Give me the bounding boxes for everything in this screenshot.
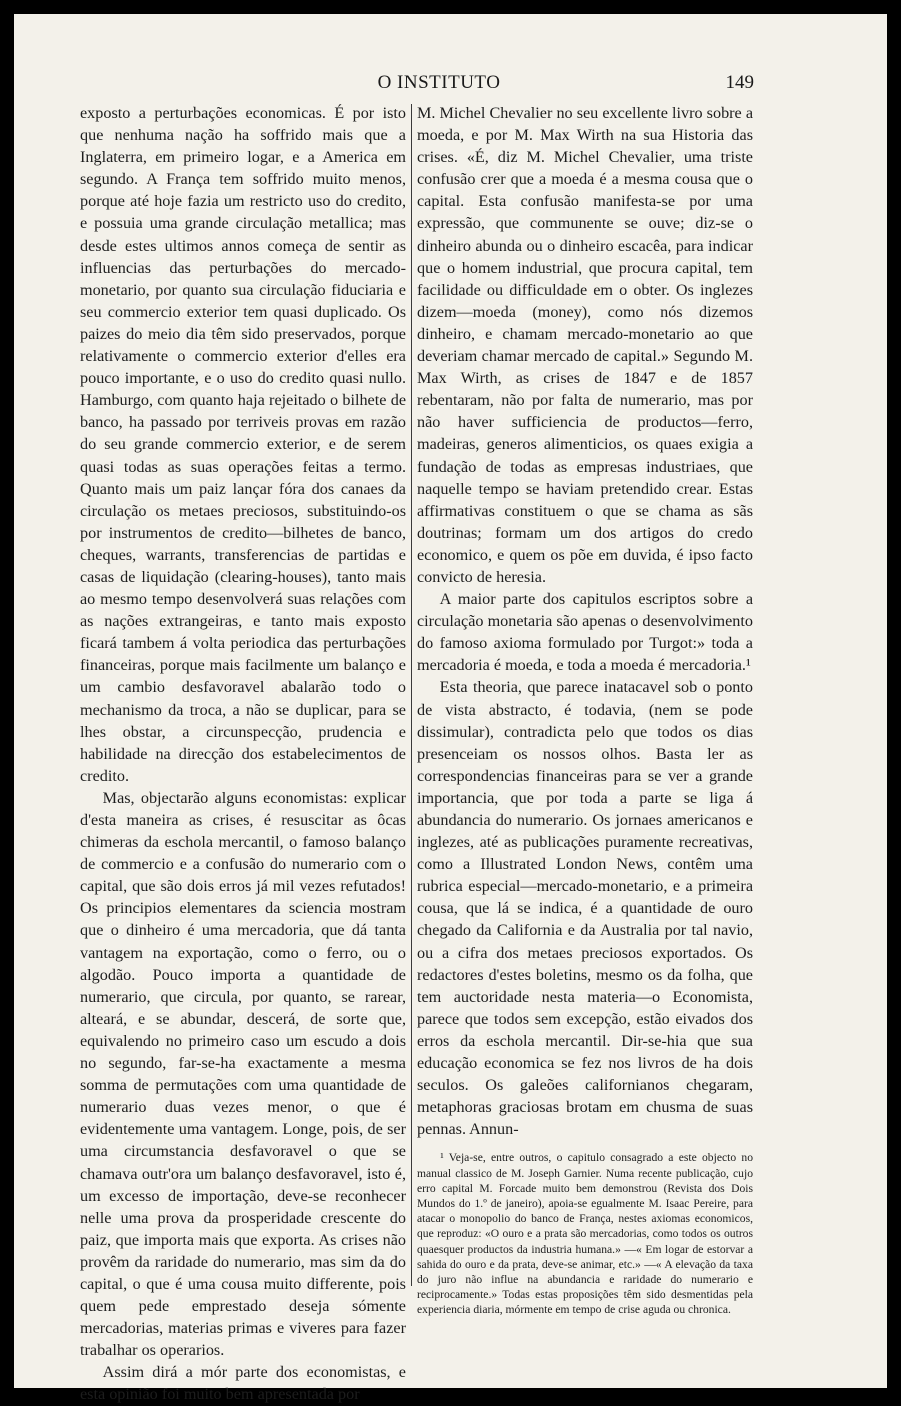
right-column: [417, 102, 753, 1318]
paragraph: Assim dirá a mór parte dos economistas, e esta opinião foi muito bem apresentada por: [80, 1363, 406, 1404]
paragraph: Esta theoria, que parece inatacavel sob o ponto de vista abstracto, é todavia, (nem se pode dissimular), contradicta pelo que todos os dias presenceiam os nossos olhos. Basta ler as correspondencias financeiras para se ver a grande importancia, que por toda a parte se liga á abundancia do numerario. Os jornaes americanos e inglezes, até as publicações puramente recreativas, como a Illustrated London News, contêm uma rubrica especial—mercado-monetario, e a primeira cousa, que lá se indica, é a quantidade de ouro chegado da California e da Australia por tal navio, ou a cifra dos metaes preciosos exportados. Os redactores d'estes boletins, mesmo os da folha, que tem auctoridade nesta materia—o Economista, parece que todos sem excepção, estão eivados dos erros da escholа mercantil. Dir-se-hia que sua educação economica se fez nos livros de ha dois seculos. Os galeões californianos chegaram, metaphoras graciosas brotam em chusma de suas pennas. Annun-: [417, 678, 753, 1139]
left-column: [80, 102, 406, 1406]
paragraph: exposto a perturbações economicas. É por isto que nenhuma nação ha soffrido mais que a Inglaterra, em primeiro logar, e a America em segundo. A França tem soffrido muito menos, porque até hoje fazia um restricto uso do credito, e possuia uma grande circulação metallica; mas desde estes ultimos annos começa de sentir as influencias das perturbações do mercado-monetario, por quanto sua circulação fiduciaria e seu commercio exterior tem quasi duplicado. Os paizes do meio dia têm sido preservados, porque relativamente o commercio exterior d'elles era pouco importante, e o uso do credito quasi nullo. Hamburgo, com quanto haja rejeitado o bilhete de banco, ha passado por terriveis provas em razão do seu grande commercio exterior, e de serem quasi todas as suas operações feitas a termo. Quanto mais um paiz lançar fóra dos canaes da circulação os metaes preciosos, substituindo-os por instrumentos de credito—bilhetes de banco, cheques, warrants, transferencias de partidas e casas de liquidação (clearing-houses), tanto mais ao mesmo tempo desenvolverá suas relações com as nações extrangeiras, e tanto mais exposto ficará tambem á volta periodica das perturbações financeiras, porque mais facilmente um balanço e um cambio desfavoravel abalarão todo o mechanismo da troca, a não se duplicar, para se lhes obstar, a circunspecção, prudencia e habilidade na direcção dos estabelecimentos de credito.: [80, 104, 406, 785]
journal-title: O INSTITUTO: [377, 72, 501, 93]
running-head: [14, 72, 887, 102]
paragraph: M. Michel Chevalier no seu excellente livro sobre a moeda, e por M. Max Wirth na sua Historia das crises. «É, diz M. Michel Chevalier, uma triste confusão crer que a moeda é a mesma cousa que o capital. Esta confusão manifesta-se por uma expressão, que communente se ouve; diz-se o dinheiro abunda ou o dinheiro escacêa, para indicar que o homem industrial, que procura capital, tem facilidade ou difficuldade em o obter. Os inglezes dizem—moeda (money), como nós dizemos dinheiro, e chamam mercado-monetario ao que deveriam chamar mercado de capital.» Segundo M. Max Wirth, as crises de 1847 e de 1857 rebentaram, não por falta de numerario, mas por não haver sufficiencia de productos—ferro, madeiras, generos alimenticios, os quaes exigia a fundação de todas as empresas industriaes, que naquelle tempo se haviam pretendido crear. Estas affirmativas constituem o que se chama as sãs doutrinas; formam um dos artigos do credo economico, e quem os põe em duvida, é ipso facto convicto de heresia.: [417, 104, 753, 586]
journal-page: [14, 14, 887, 1404]
paragraph: A maior parte dos capitulos escriptos sobre a circulação monetaria são apenas o desenvolvimento do famoso axioma formulado por Turgot:» toda a mercadoria é moeda, e toda a moeda é mercadoria.¹: [417, 590, 753, 675]
footnote: ¹ Veja-se, entre outros, o capitulo consagrado a este objecto no manual classico de M. Joseph Garnier. Numa recente publicação, cujo erro capital M. Forcade muito bem demonstrou (Revista dos Dois Mundos do 1.º de janeiro), apoia-se egualmente M. Isaac Pereire, para atacar o monopolio do banco de França, nestes axiomas economicos, que reproduz: «O ouro e a prata são mercadorias, como todos os outros quaesquer productos da industria humana.» —« Em logar de estorvar a sahida do ouro e da prata, deve-se animar, etc.» —« A elevação da taxa do juro não influe na abundancia e raridade do numerario e reciprocamente.» Todas estas proposições têm sido desmentidas pela experiencia diaria, mórmente em tempo de crise aguda ou chronica.: [417, 1151, 753, 1317]
page-number: 149: [725, 72, 754, 93]
column-divider: [411, 104, 412, 1286]
paragraph: Mas, objectarão alguns economistas: explicar d'esta maneira as crises, é resuscitar as ôcas chimeras da escholа mercantil, o famoso balanço de commercio e a confusão do numerario com o capital, que são dois erros já mil vezes refutados! Os principios elementares da sciencia mostram que o dinheiro é uma mercadoria, que dá tanta vantagem na exportação, como o ferro, ou o algodão. Pouco importa a quantidade de numerario, que circula, por quanto, se rarear, alteará, e se abundar, descerá, de sorte que, equivalendo no primeiro caso um escudo a dois no segundo, far-se-ha exactamente a mesma somma de permutações com uma quantidade de numerario duas vezes menor, o que é evidentemente uma vantagem. Longe, pois, de ser uma circumstancia desfavoravel o que se chamava outr'ora um balanço desfavoravel, isto é, um excesso de importação, deve-se reconhecer nelle uma prova da prosperidade crescente do paiz, que importa mais que exporta. As crises não provêm da raridade do numerario, mas sim da do capital, o que é uma cousa muito differente, pois quem pede emprestado deseja sómente mercadorias, materias primas e viveres para fazer trabalhar os operarios.: [80, 788, 406, 1360]
